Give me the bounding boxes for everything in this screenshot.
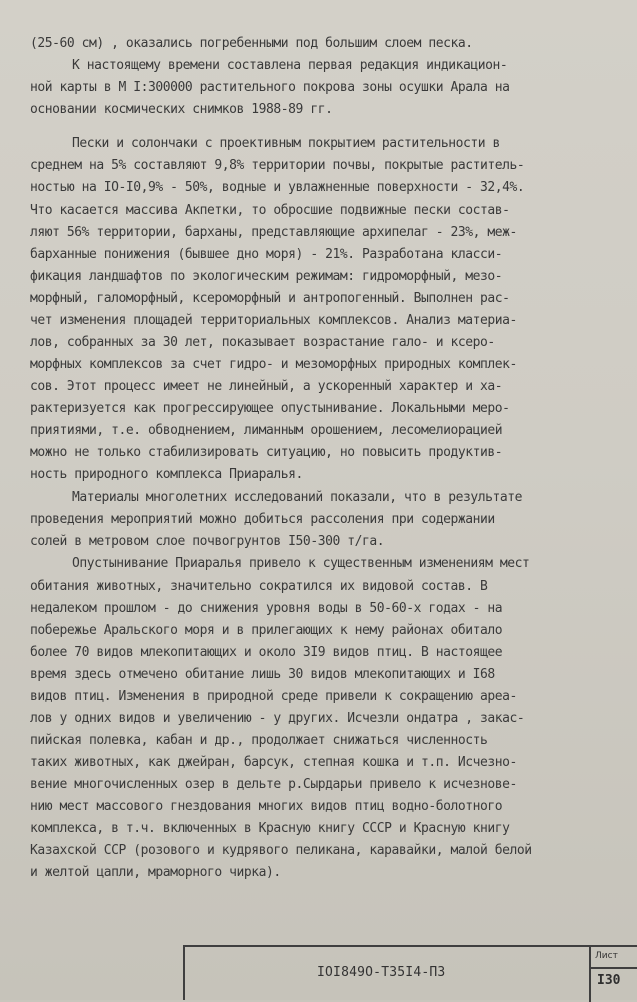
text-line: ностью на IO-I0,9% - 50%, водные и увлажненные поверхности - 32,4%.	[30, 180, 525, 195]
text-line: проведения мероприятий можно добиться рассоления при содержании	[30, 512, 495, 527]
text-line: нию мест массового гнездования многих видов птиц водно-болотного	[30, 799, 503, 814]
text-line: барханные понижения (бывшее дно моря) - 21%. Разработана класси-	[30, 247, 503, 262]
text-line: обитания животных, значительно сократился их видовой состав. В	[30, 579, 488, 594]
text-line: Пески и солончаки с проективным покрытием растительности в	[72, 136, 500, 151]
text-line: морфный, галоморфный, ксероморфный и антропогенный. Выполнен рас-	[30, 291, 510, 306]
title-block	[183, 945, 637, 1000]
text-line: морфных комплексов за счет гидро- и мезоморфных природных комплек-	[30, 357, 517, 372]
text-line: основании космических снимков 1988-89 гг.	[30, 102, 333, 117]
text-line: время здесь отмечено обитание лишь 30 видов млекопитающих и I68	[30, 667, 495, 682]
text-line: среднем на 5% составляют 9,8% территории почвы, покрытые раститель-	[30, 158, 525, 173]
title-block-divider	[589, 947, 591, 1002]
text-line: ляют 56% территории, барханы, представляющие архипелаг - 23%, меж-	[30, 225, 517, 240]
text-line: приятиями, т.е. обводнением, лиманным орошением, лесомелиорацией	[30, 423, 503, 438]
text-line: и желтой цапли, мраморного чирка).	[30, 865, 281, 880]
text-line: ность природного комплекса Приаралья.	[30, 467, 303, 482]
text-line: более 70 видов млекопитающих и около 3I9 видов птиц. В настоящее	[30, 645, 503, 660]
text-line: таких животных, как джейран, барсук, степная кошка и т.п. Исчезно-	[30, 755, 517, 770]
text-line: чет изменения площадей территориальных комплексов. Анализ материа-	[30, 313, 517, 328]
sheet-cell-separator	[589, 967, 637, 969]
text-line: фикация ландшафтов по экологическим режимам: гидроморфный, мезо-	[30, 269, 503, 284]
text-line: К настоящему времени составлена первая редакция индикацион-	[72, 58, 508, 73]
text-line: солей в метровом слое почвогрунтов I50-300 т/га.	[30, 534, 385, 549]
text-line: рактеризуется как прогрессирующее опустынивание. Локальными меро-	[30, 401, 510, 416]
sheet-label: Лист	[595, 951, 618, 961]
document-code: IOI849O-T35I4-П3	[317, 965, 446, 980]
text-line: комплекса, в т.ч. включенных в Красную книгу СССР и Красную книгу	[30, 821, 510, 836]
text-line: видов птиц. Изменения в природной среде привели к сокращению ареа-	[30, 689, 517, 704]
text-line: ной карты в М I:300000 растительного покрова зоны осушки Арала на	[30, 80, 510, 95]
text-line: побережье Аральского моря и в прилегающих к нему районах обитало	[30, 623, 503, 638]
text-line: Материалы многолетних исследований показали, что в результате	[72, 490, 522, 505]
text-line: можно не только стабилизировать ситуацию, но повысить продуктив-	[30, 445, 503, 460]
text-line: вение многочисленных озер в дельте р.Сырдарьи привело к исчезнове-	[30, 777, 517, 792]
sheet-number: I30	[597, 973, 621, 988]
text-line: Что касается массива Акпетки, то обросшие подвижные пески состав-	[30, 203, 510, 218]
text-line: сов. Этот процесс имеет не линейный, а ускоренный характер и ха-	[30, 379, 503, 394]
text-line: пийская полевка, кабан и др., продолжает снижаться численность	[30, 733, 488, 748]
text-line: Казахской ССР (розового и кудрявого пеликана, каравайки, малой белой	[30, 843, 532, 858]
text-line: лов, собранных за 30 лет, показывает возрастание гало- и ксеро-	[30, 335, 495, 350]
text-line: (25-60 см) , оказались погребенными под большим слоем песка.	[30, 36, 473, 51]
text-line: Опустынивание Приаралья привело к существенным изменениям мест	[72, 556, 530, 571]
text-line: лов у одних видов и увеличению - у других. Исчезли ондатра , закас-	[30, 711, 525, 726]
text-line: недалеком прошлом - до снижения уровня воды в 50-60-х годах - на	[30, 601, 503, 616]
